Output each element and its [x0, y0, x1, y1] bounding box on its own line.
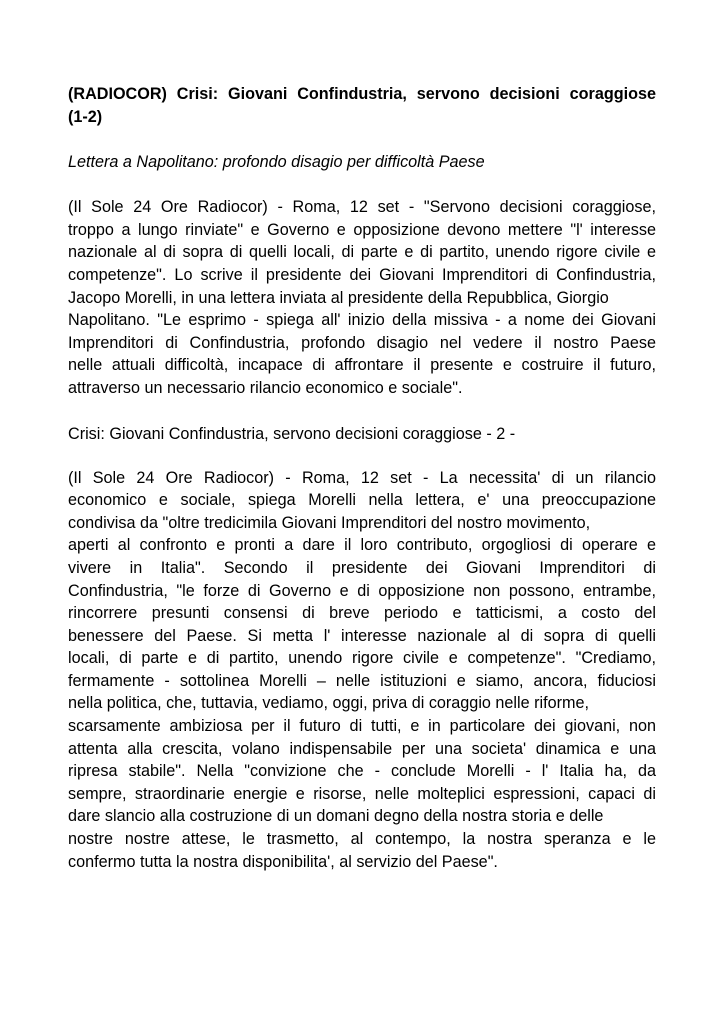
paragraph-line: nostre nostre attese, le trasmetto, al contempo, la nostra speranza e le — [68, 830, 656, 849]
paragraph-line: attraverso un necessario rilancio economico e sociale". — [68, 378, 463, 397]
paragraph-line: economico e sociale, spiega Morelli nella lettera, e' una preoccupazione — [68, 491, 656, 510]
paragraph-line: (Il Sole 24 Ore Radiocor) - Roma, 12 set - La necessita' di un rilancio — [68, 468, 656, 487]
paragraph-1 — [68, 196, 656, 399]
document-page — [68, 83, 656, 873]
paragraph-line: troppo a lungo rinviate" e Governo e opposizione devono mettere "l' interesse — [68, 220, 656, 239]
paragraph-line: confermo tutta la nostra disponibilita', al servizio del Paese". — [68, 852, 498, 871]
paragraph-line: dare slancio alla costruzione di un domani degno della nostra storia e delle — [68, 807, 604, 826]
paragraph-line: Confindustria, "le forze di Governo e di opposizione non possono, entrambe, — [68, 581, 656, 600]
paragraph-line: rincorrere presunti consensi di breve periodo e tatticismi, a costo del — [68, 604, 656, 623]
paragraph-line: benessere del Paese. Si metta l' interesse nazionale al di sopra di quelli — [68, 626, 656, 645]
title-line: (RADIOCOR) Crisi: Giovani Confindustria, servono decisioni coraggiose — [68, 85, 656, 103]
paragraph-line: vivere in Italia". Secondo il presidente dei Giovani Imprenditori di — [68, 558, 656, 577]
paragraph-line: ripresa stabile". Nella "convizione che - conclude Morelli - l' Italia ha, da — [68, 762, 656, 781]
paragraph-line: competenze". Lo scrive il presidente dei Giovani Imprenditori di Confindustria, — [68, 265, 656, 284]
paragraph-line: locali, di parte e di partito, unendo rigore civile e competenze". "Crediamo, — [68, 649, 656, 668]
article-subtitle: Lettera a Napolitano: profondo disagio per difficoltà Paese — [68, 153, 485, 172]
paragraph-line: fermamente - sottolinea Morelli – nelle istituzioni e siamo, ancora, fiduciosi — [68, 671, 656, 690]
paragraph-2 — [68, 467, 656, 874]
paragraph-line: nazionale al di sopra di quelli locali, di parte e di partito, unendo rigore civile e — [68, 243, 656, 262]
paragraph-line: nella politica, che, tuttavia, vediamo, oggi, priva di coraggio nelle riforme, — [68, 694, 589, 713]
paragraph-line: condivisa da "oltre tredicimila Giovani Imprenditori del nostro movimento, — [68, 513, 591, 532]
paragraph-line: Napolitano. "Le esprimo - spiega all' inizio della missiva - a nome dei Giovani — [68, 311, 656, 330]
paragraph-line: sempre, straordinarie energie e risorse, nelle molteplici espressioni, capaci di — [68, 784, 656, 803]
paragraph-line: aperti al confronto e pronti a dare il loro contributo, orgogliosi di operare e — [68, 536, 656, 555]
paragraph-line: Imprenditori di Confindustria, profondo disagio nel vedere il nostro Paese — [68, 333, 656, 352]
paragraph-line: Jacopo Morelli, in una lettera inviata al presidente della Repubblica, Giorgio — [68, 288, 609, 307]
article-title — [68, 83, 656, 128]
title-line: (1-2) — [68, 107, 103, 126]
paragraph-line: attenta alla crescita, volano indispensabile per una societa' dinamica e una — [68, 739, 656, 758]
paragraph-line: nelle attuali difficoltà, incapace di affrontare il presente e costruire il futuro, — [68, 356, 656, 375]
paragraph-line: (Il Sole 24 Ore Radiocor) - Roma, 12 set - "Servono decisioni coraggiose, — [68, 198, 656, 217]
section-heading-2: Crisi: Giovani Confindustria, servono decisioni coraggiose - 2 - — [68, 424, 516, 443]
paragraph-line: scarsamente ambiziosa per il futuro di tutti, e in particolare dei giovani, non — [68, 717, 656, 736]
